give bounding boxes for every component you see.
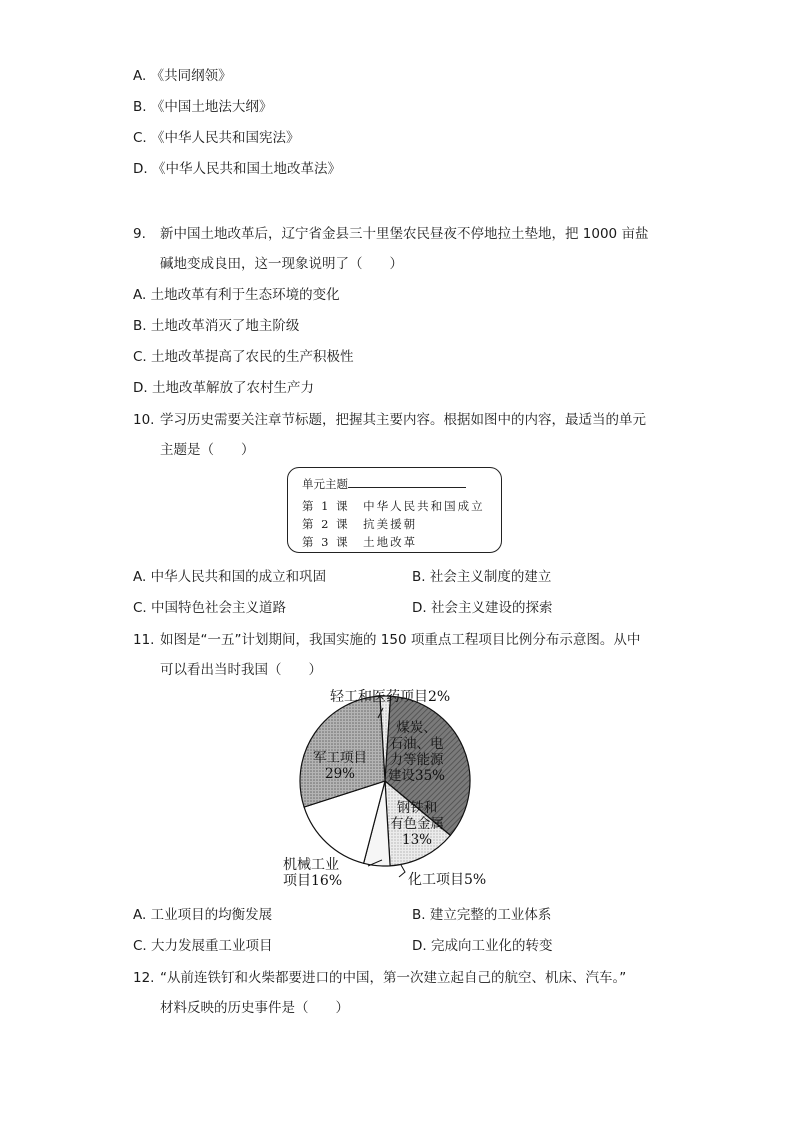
q10-stem-line1: 学习历史需要关注章节标题，把握其主要内容。根据如图中的内容，最适当的单元: [160, 412, 646, 428]
label-steel: 钢铁和 有色金属 13%: [390, 800, 444, 848]
q9-number: 9.: [133, 226, 146, 242]
q11-stem-line1: 如图是“一五”计划期间，我国实施的 150 项重点工程项目比例分布示意图。从中: [160, 632, 641, 648]
q10-stem-line2: 主题是（ ）: [160, 442, 255, 458]
label-light-industry: 轻工和医药项目2%: [330, 689, 451, 705]
lesson-2: 第 2 课 抗美援朝: [302, 517, 418, 531]
label-chemical: 化工项目5%: [408, 872, 487, 888]
lesson-1: 第 1 课 中华人民共和国成立: [302, 499, 485, 513]
q11-option-c: C. 大力发展重工业项目: [133, 938, 273, 954]
unit-theme-box: [287, 467, 502, 553]
label-machinery: 机械工业 项目16%: [283, 857, 343, 889]
q11-option-d: D. 完成向工业化的转变: [412, 938, 553, 954]
q9-option-d: D. 土地改革解放了农村生产力: [133, 380, 314, 396]
q11-option-a: A. 工业项目的均衡发展: [133, 907, 273, 923]
q9-option-b: B. 土地改革消灭了地主阶级: [133, 318, 300, 334]
q10-option-a: A. 中华人民共和国的成立和巩固: [133, 569, 327, 585]
q11-number: 11.: [133, 632, 155, 648]
unit-theme-title: 单元主题: [302, 476, 466, 492]
lesson-3: 第 3 课 土地改革: [302, 535, 418, 549]
q8-option-b: B. 《中国土地法大纲》: [133, 99, 273, 115]
q9-stem-line1: 新中国土地改革后，辽宁省金县三十里堡农民昼夜不停地拉土垫地，把 1000 亩盐: [160, 226, 649, 242]
q11-stem-line2: 可以看出当时我国（ ）: [160, 662, 322, 678]
q10-option-c: C. 中国特色社会主义道路: [133, 600, 287, 616]
q11-option-b: B. 建立完整的工业体系: [412, 907, 552, 923]
q8-option-a: A. 《共同纲领》: [133, 68, 232, 84]
q9-option-a: A. 土地改革有利于生态环境的变化: [133, 287, 340, 303]
pie-chart: [280, 686, 520, 896]
q12-stem-line2: 材料反映的历史事件是（ ）: [160, 1000, 349, 1016]
q12-number: 12.: [133, 970, 155, 986]
q10-option-b: B. 社会主义制度的建立: [412, 569, 552, 585]
answer-blank: [348, 477, 466, 488]
q9-stem-line2: 碱地变成良田，这一现象说明了（ ）: [160, 256, 403, 272]
leader-chemical: [399, 865, 405, 877]
q8-option-d: D. 《中华人民共和国土地改革法》: [133, 161, 341, 177]
q12-stem-line1: “从前连铁钉和火柴都要进口的中国，第一次建立起自己的航空、机床、汽车。”: [160, 970, 627, 986]
q9-option-c: C. 土地改革提高了农民的生产积极性: [133, 349, 354, 365]
q10-option-d: D. 社会主义建设的探索: [412, 600, 553, 616]
label-energy: 煤炭、 石油、电 力等能源 建设35%: [388, 720, 446, 784]
q8-option-c: C. 《中华人民共和国宪法》: [133, 130, 300, 146]
q10-number: 10.: [133, 412, 155, 428]
label-military: 军工项目 29%: [313, 750, 367, 782]
